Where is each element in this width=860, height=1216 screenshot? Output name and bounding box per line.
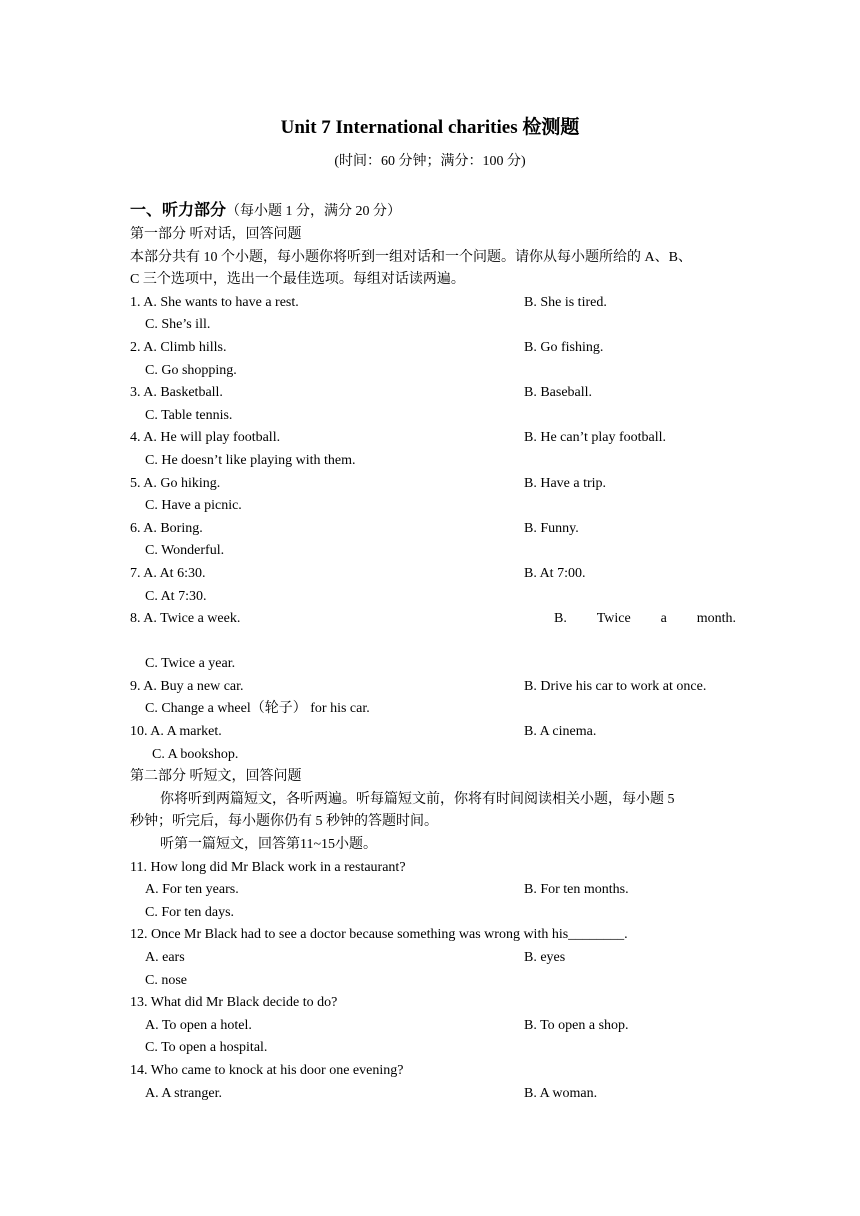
option-c: C. A bookshop.	[152, 746, 239, 762]
option-c: C. He doesn’t like playing with them.	[145, 452, 356, 468]
option-a: A. ears	[145, 950, 185, 965]
part2-instructions-line1: 你将听到两篇短文，各听两遍。听每篇短文前，你将有时间阅读相关小题，每小题 5	[160, 791, 675, 807]
part1-instructions-line2: C 三个选项中，选出一个最佳选项。每组对话读两遍。	[130, 272, 465, 288]
question-9-row	[130, 676, 736, 699]
option-b-word: a	[660, 611, 667, 627]
document-body	[130, 198, 736, 1105]
option-a: 9. A. Buy a new car.	[130, 678, 244, 694]
option-c: C. Go shopping.	[145, 362, 237, 378]
question-1-row	[130, 292, 736, 315]
option-a: 1. A. She wants to have a rest.	[130, 294, 299, 310]
question-5-row	[130, 473, 736, 496]
option-c: C. Wonderful.	[145, 543, 225, 559]
option-a: 3. A. Basketball.	[130, 385, 223, 401]
part1-instructions-line1: 本部分共有 10 个小题，每小题你将听到一组对话和一个问题。请你从每小题所给的 A、B、	[130, 249, 692, 265]
part2-heading: 第二部分 听短文，回答问题	[130, 769, 302, 785]
section-title: 一、听力部分	[130, 202, 227, 219]
document-subtitle: (时间：60 分钟；满分：100 分)	[334, 154, 526, 169]
option-b: B. eyes	[524, 950, 566, 965]
question-8-row	[130, 608, 736, 631]
option-c: C. nose	[145, 972, 187, 988]
option-b: B. He can’t play football.	[524, 430, 667, 446]
option-b: B. Go fishing.	[524, 339, 604, 355]
section-score-note: （每小题 1 分，满分 20 分）	[226, 204, 402, 219]
question-3-row	[130, 382, 736, 405]
question-10-row	[130, 721, 736, 744]
question-12-row	[130, 947, 736, 970]
question-4-row	[130, 427, 736, 450]
option-b-word: month.	[696, 611, 736, 627]
option-a: 4. A. He will play football.	[130, 430, 281, 446]
option-b: B. A woman.	[524, 1085, 598, 1101]
question-7-row	[130, 563, 736, 586]
option-a: A. A stranger.	[145, 1085, 222, 1101]
option-b: B. She is tired.	[524, 294, 607, 310]
question-14-row	[130, 1083, 736, 1106]
blank-line	[130, 631, 736, 654]
option-b: B. Drive his car to work at once.	[524, 678, 707, 694]
option-b: B. To open a shop.	[524, 1017, 629, 1033]
question-14-stem: 14. Who came to knock at his door one evening?	[130, 1062, 404, 1078]
option-c: C. Change a wheel（轮子） for his car.	[145, 701, 370, 717]
option-b: B. Funny.	[524, 520, 579, 536]
option-c: C. To open a hospital.	[145, 1040, 268, 1056]
question-11-row	[130, 879, 736, 902]
option-a: 7. A. At 6:30.	[130, 565, 206, 581]
part2-instructions-line3: 听第一篇短文，回答第11~15小题。	[160, 837, 378, 853]
question-13-row	[130, 1015, 736, 1038]
option-b: B. For ten months.	[524, 882, 629, 898]
option-b: B. At 7:00.	[524, 565, 586, 581]
question-12-stem: 12. Once Mr Black had to see a doctor because something was wrong with his________.	[130, 927, 628, 943]
option-a: A. For ten years.	[145, 882, 239, 898]
question-6-row	[130, 518, 736, 541]
option-a: 2. A. Climb hills.	[130, 339, 227, 355]
option-a: A. To open a hotel.	[145, 1017, 252, 1033]
option-c: C. Have a picnic.	[145, 498, 242, 514]
part2-instructions-line2: 秒钟；听完后，每小题你仍有 5 秒钟的答题时间。	[130, 814, 438, 830]
option-b	[554, 608, 736, 631]
option-b: B. Baseball.	[524, 385, 593, 401]
option-c: C. Table tennis.	[145, 407, 233, 423]
part1-heading: 第一部分 听对话，回答问题	[130, 227, 302, 242]
option-a: 10. A. A market.	[130, 724, 222, 740]
section-heading	[130, 198, 736, 224]
option-a: 5. A. Go hiking.	[130, 475, 221, 491]
option-c: C. For ten days.	[145, 904, 235, 920]
option-c: C. At 7:30.	[145, 588, 207, 604]
option-c: C. Twice a year.	[145, 656, 236, 672]
document-title: Unit 7 International charities 检测题	[280, 117, 580, 138]
option-b: B. Have a trip.	[524, 475, 607, 491]
option-b-letter: B.	[554, 611, 567, 627]
question-2-row	[130, 337, 736, 360]
option-b-word: Twice	[596, 611, 631, 627]
option-a: 8. A. Twice a week.	[130, 611, 241, 627]
option-b: B. A cinema.	[524, 724, 597, 740]
question-13-stem: 13. What did Mr Black decide to do?	[130, 995, 338, 1011]
option-c: C. She’s ill.	[145, 317, 211, 333]
question-11-stem: 11. How long did Mr Black work in a restaurant?	[130, 859, 406, 875]
option-a: 6. A. Boring.	[130, 520, 203, 536]
